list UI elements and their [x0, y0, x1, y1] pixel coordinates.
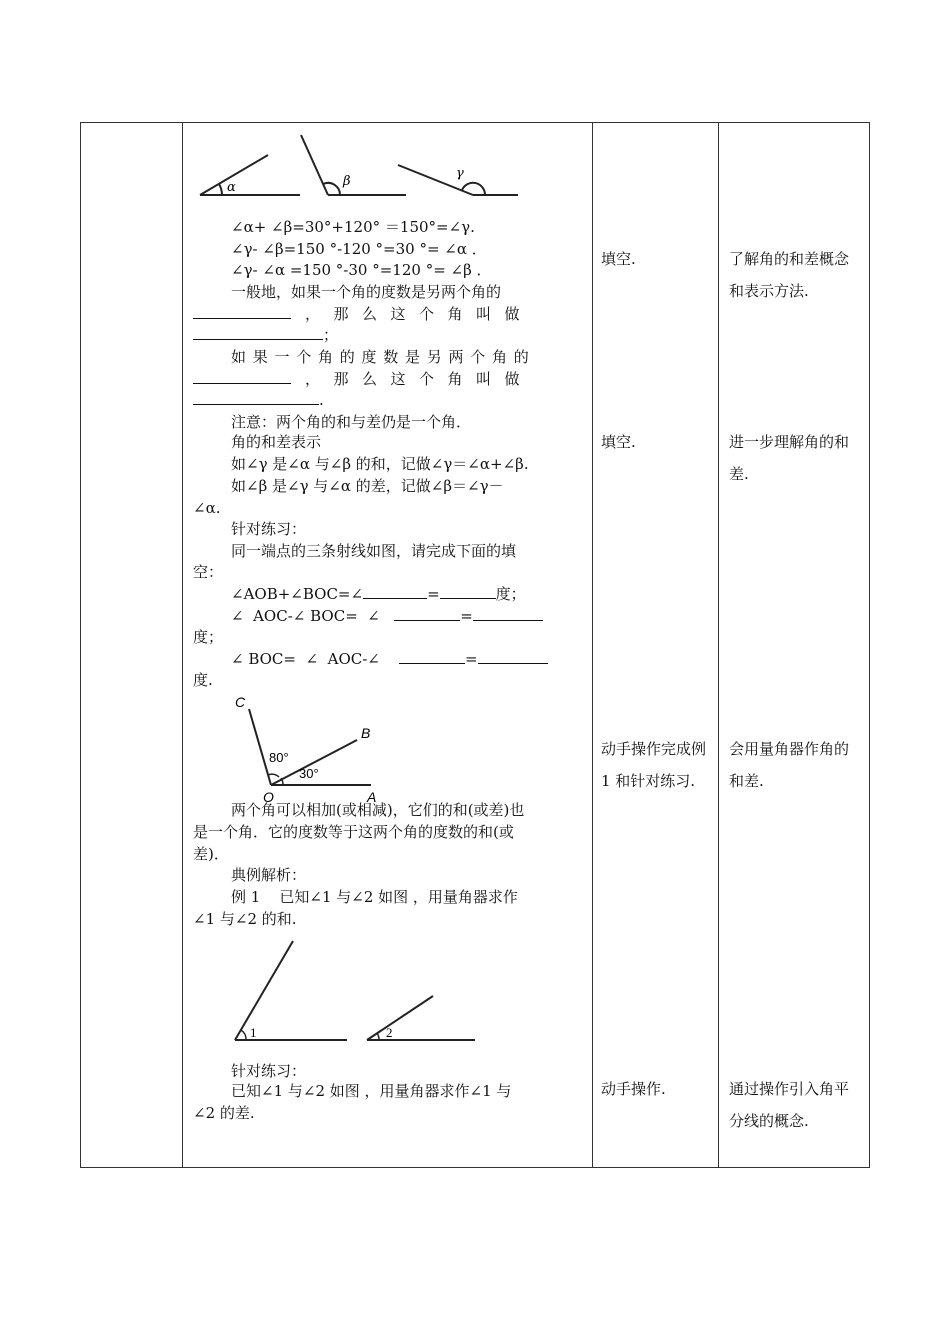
goal-cell	[719, 123, 869, 1167]
definition-sum-tail: ，那么这个角叫做	[305, 305, 534, 323]
angle-30-label: 30°	[299, 766, 319, 781]
angle-2-label: 2	[386, 1025, 393, 1040]
fill-line-1: ∠AOB+∠BOC=∠ = 度；	[231, 585, 526, 603]
fill-line-3-end: 度.	[193, 671, 213, 689]
practice-description: 同一端点的三条射线如图，请完成下面的填	[231, 542, 517, 560]
sum-explanation-2: 是一个角．它的度数等于这两个角的度数的和(或	[193, 823, 514, 841]
example-title: 典例解析：	[231, 866, 307, 884]
blank[interactable]	[440, 584, 496, 599]
definition-diff-line	[193, 369, 583, 389]
practice2-text-end: ∠2 的差.	[193, 1104, 255, 1122]
activity-4: 动手操作.	[601, 1080, 666, 1098]
definition-diff-tail: ，那么这个角叫做	[305, 370, 534, 388]
fill-line-3: ∠ BOC= ∠ AOC-∠ =	[231, 649, 548, 669]
angle-80-label: 80°	[269, 750, 289, 765]
example-text: 例 1 已知∠1 与∠2 如图 ，用量角器求作	[231, 888, 518, 906]
lesson-table	[80, 122, 870, 1168]
goal-1: 了解角的和差概念和表示方法.	[729, 250, 850, 300]
angles-1-2-figure	[223, 933, 483, 1048]
point-o-label: O	[263, 789, 274, 804]
gamma-label: γ	[456, 166, 464, 181]
definition-sum-line	[193, 304, 583, 324]
blank[interactable]	[193, 390, 319, 405]
practice2-title: 针对练习：	[231, 1062, 307, 1080]
representation-heading: 角的和差表示	[231, 433, 322, 451]
sum-explanation: 两个角可以相加(或相减)，它们的和(或差)也	[231, 801, 525, 819]
practice-description-end: 空：	[193, 563, 224, 581]
blank[interactable]	[394, 606, 460, 621]
fill-line-2-end: 度；	[193, 628, 224, 646]
representation-sum: 如∠γ 是∠α 与∠β 的和，记做∠γ＝∠α+∠β.	[231, 455, 529, 473]
blank[interactable]	[478, 649, 548, 664]
blank[interactable]	[363, 584, 427, 599]
activity-cell	[593, 123, 718, 1167]
definition-diff-text: 如果一个角的度数是另两个角的	[231, 348, 536, 366]
rays-figure	[223, 689, 383, 804]
practice2-text: 已知∠1 与∠2 如图 ，用量角器求作∠1 与	[231, 1082, 512, 1100]
blank[interactable]	[193, 369, 291, 384]
goal-3: 会用量角器作角的和差.	[729, 740, 850, 790]
point-b-label: B	[361, 725, 371, 741]
representation-diff: 如∠β 是∠γ 与∠α 的差，记做∠β＝∠γ－	[231, 477, 504, 495]
sum-explanation-3: 差)．	[193, 845, 229, 863]
equation-3: ∠γ- ∠α =150 °-30 °=120 °= ∠β ．	[231, 261, 492, 279]
blank[interactable]	[193, 304, 291, 319]
fill-line-2: ∠ AOC-∠ BOC= ∠ =	[231, 606, 543, 626]
blank[interactable]	[193, 325, 323, 340]
content-cell	[183, 123, 592, 1167]
example-text-end: ∠1 与∠2 的和.	[193, 910, 297, 928]
representation-diff-end: ∠α.	[193, 499, 221, 517]
beta-label: β	[343, 174, 351, 189]
goal-2: 进一步理解角的和差.	[729, 433, 850, 483]
blank[interactable]	[473, 606, 543, 621]
alpha-label: α	[227, 180, 236, 195]
activity-1: 填空.	[601, 250, 636, 268]
three-angles-figure	[188, 127, 518, 207]
activity-2: 填空.	[601, 433, 636, 451]
point-a-label: A	[367, 789, 377, 804]
goal-4: 通过操作引入角平分线的概念.	[729, 1080, 850, 1130]
practice-title: 针对练习：	[231, 520, 307, 538]
definition-diff-end: .	[193, 390, 324, 410]
definition-sum-text: 一般地，如果一个角的度数是另两个角的	[231, 283, 502, 301]
note-text: 注意：两个角的和与差仍是一个角．	[231, 413, 472, 431]
point-c-label: C	[235, 694, 246, 710]
definition-sum-end: ；	[193, 325, 338, 345]
blank[interactable]	[399, 649, 465, 664]
activity-3: 动手操作完成例 1 和针对练习.	[601, 740, 707, 790]
equation-2: ∠γ- ∠β=150 °-120 °=30 °= ∠α ．	[231, 240, 487, 258]
equation-1: ∠α+ ∠β=30°+120° ＝150°=∠γ.	[231, 218, 475, 236]
angle-1-label: 1	[250, 1025, 257, 1040]
